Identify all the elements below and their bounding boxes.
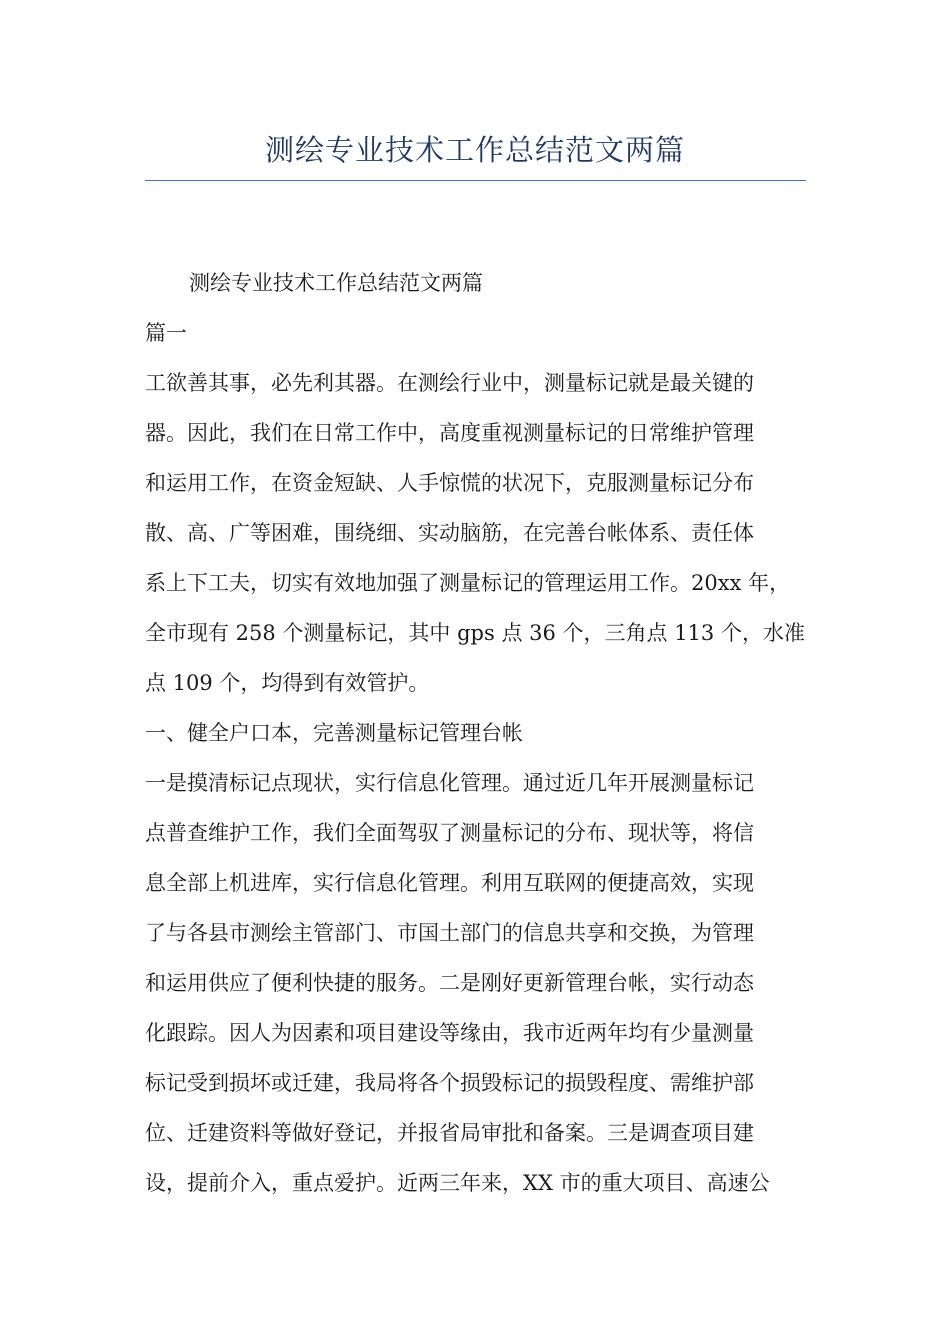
body-line: 一是摸清标记点现状，实行信息化管理。通过近几年开展测量标记	[145, 771, 754, 795]
document-title: 测绘专业技术工作总结范文两篇	[264, 133, 685, 167]
body-line: 位、迁建资料等做好登记，并报省局审批和备案。三是调查项目建	[145, 1121, 754, 1145]
body-line: 器。因此，我们在日常工作中，高度重视测量标记的日常维护管理	[145, 421, 754, 445]
body-line: 了与各县市测绘主管部门、市国土部门的信息共享和交换，为管理	[145, 921, 754, 945]
document-body	[145, 265, 825, 1215]
body-line: 系上下工夫，切实有效地加强了测量标记的管理运用工作。20xx 年，	[145, 571, 791, 595]
body-line: 设，提前介入，重点爱护。近两三年来，XX 市的重大项目、高速公	[145, 1171, 770, 1195]
body-line: 和运用工作，在资金短缺、人手惊慌的状况下，克服测量标记分布	[145, 471, 754, 495]
body-line: 全市现有 258 个测量标记，其中 gps 点 36 个，三角点 113 个，水准	[145, 621, 805, 645]
section-heading: 篇一	[145, 321, 187, 345]
body-line: 和运用供应了便利快捷的服务。二是刚好更新管理台帐，实行动态	[145, 971, 754, 995]
body-line: 散、高、广等困难，围绕细、实动脑筋，在完善台帐体系、责任体	[145, 521, 754, 545]
body-line: 点普查维护工作，我们全面驾驭了测量标记的分布、现状等，将信	[145, 821, 754, 845]
body-line: 标记受到损坏或迁建，我局将各个损毁标记的损毁程度、需维护部	[145, 1071, 754, 1095]
title-underline	[145, 180, 806, 181]
body-line: 息全部上机进库，实行信息化管理。利用互联网的便捷高效，实现	[145, 871, 754, 895]
body-line: 工欲善其事，必先利其器。在测绘行业中，测量标记就是最关键的	[145, 371, 754, 395]
body-line: 点 109 个，均得到有效管护。	[145, 671, 430, 695]
body-line: 化跟踪。因人为因素和项目建设等缘由，我市近两年均有少量测量	[145, 1021, 754, 1045]
subsection-heading: 一、健全户口本，完善测量标记管理台帐	[145, 721, 523, 745]
subtitle-line: 测绘专业技术工作总结范文两篇	[189, 271, 483, 295]
